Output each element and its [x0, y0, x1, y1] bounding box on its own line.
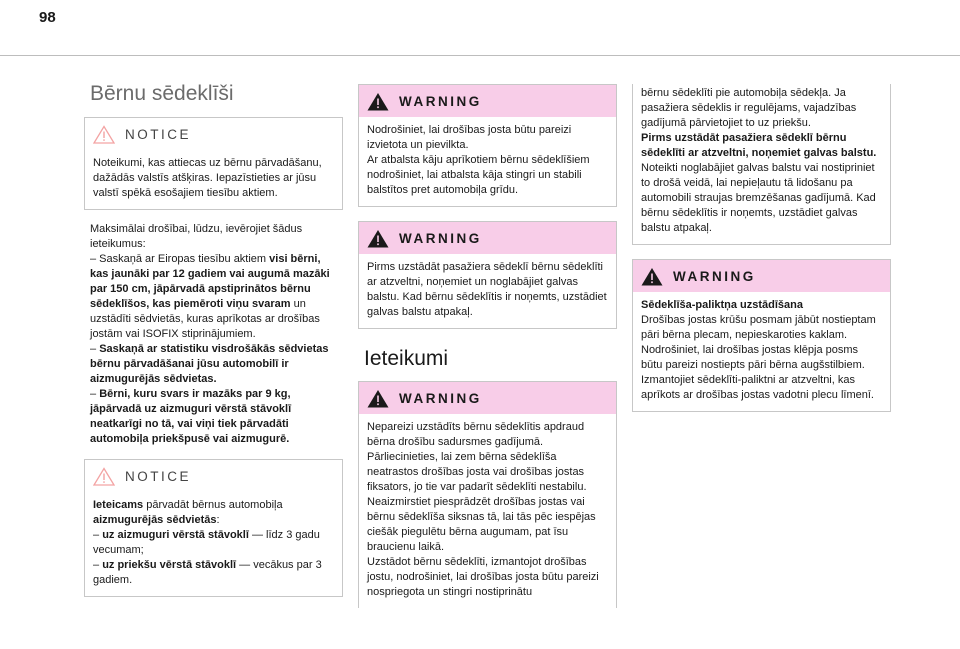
paragraph: [641, 86, 882, 131]
column-1: [84, 72, 343, 609]
paragraph: [641, 313, 882, 343]
paragraph: [93, 498, 334, 528]
text: Izmantojiet sēdeklīti-paliktni ar atzveltni, kas aprīkots ar drošības jostas vadotni plecu līmenī.: [641, 374, 874, 401]
paragraph: [367, 450, 608, 495]
paragraph: [93, 528, 334, 558]
paragraph: [90, 342, 339, 387]
paragraph: [641, 373, 882, 403]
warning-box-body: [359, 414, 616, 608]
notice-label: NOTICE: [125, 126, 192, 142]
text: Maksimālai drošībai, lūdzu, ievērojiet šādus ieteikumus:: [90, 223, 303, 250]
bold-text: uz priekšu vērstā stāvoklī: [102, 559, 237, 571]
paragraph: [641, 343, 882, 373]
paragraph: [367, 420, 608, 450]
warning-label: WARNING: [399, 93, 482, 109]
warning-box-header: [359, 85, 616, 117]
section-title-child-seats: Bērnu sēdeklīši: [90, 82, 234, 105]
header-rule: [0, 55, 960, 56]
text: –: [90, 388, 100, 400]
paragraph: [641, 298, 882, 313]
warning-triangle-icon: [367, 229, 389, 248]
notice-box-1: [84, 117, 343, 210]
notice-box-body: [85, 150, 342, 209]
warning-triangle-icon: [641, 267, 663, 286]
paragraph: [641, 131, 882, 161]
warning-triangle-icon: [367, 92, 389, 111]
text: Pirms uzstādāt pasažiera sēdeklī bērnu sēdeklīti ar atzveltni, noņemiet un noglabājiet galvas balstu. Kad bērnu sēdeklītis ir noņemts, uzstādiet galvas balstu atpakaļ.: [367, 261, 607, 318]
text: Uzstādot bērnu sēdeklīti, izmantojot drošības jostu, nodrošiniet, lai drošības josta būtu pareizi nospriegota un stingri nostiprinātu: [367, 556, 599, 598]
bold-text: Sēdeklīša-paliktņa uzstādīšana: [641, 299, 804, 311]
warning-box-header: [359, 222, 616, 254]
text: Nodrošiniet, lai drošības jostas klēpja posms būtu pareizi nostiepts pāri bērna augšstilbiem.: [641, 344, 865, 371]
warning-box-header: [633, 260, 890, 292]
warning-box-3: [358, 381, 617, 608]
paragraph: [90, 252, 339, 342]
text: :: [216, 514, 220, 526]
text: –: [93, 559, 103, 571]
text: Ar atbalsta kāju aprīkotiem bērnu sēdeklīšiem nodrošiniet, lai atbalsta kāja stingri un stabili balstītos pret automobiļa grīdu.: [367, 154, 590, 196]
text: –: [90, 343, 100, 355]
bold-text: uz aizmuguri vērstā stāvoklī: [102, 529, 249, 541]
warning-box-header: [359, 382, 616, 414]
notice-triangle-icon: [93, 467, 115, 486]
text: – Saskaņā ar Eiropas tiesību aktiem: [90, 253, 270, 265]
bold-text: Pirms uzstādāt pasažiera sēdeklī bērnu sēdeklīti ar atzveltni, noņemiet galvas balstu.: [641, 132, 877, 159]
warning-triangle-icon: [367, 389, 389, 408]
warning-box-1: [358, 84, 617, 207]
paragraph: [367, 153, 608, 198]
paragraph: [93, 558, 334, 588]
paragraph: [641, 161, 882, 236]
bold-text: Saskaņā ar statistiku visdrošākās sēdvietas bērnu pārvadāšanai jūsu automobilī ir aizmugurējās sēdvietas.: [90, 343, 329, 385]
text: — vecākus par 3 gadiem.: [93, 559, 322, 586]
paragraph: [93, 156, 334, 201]
notice-triangle-icon: [93, 125, 115, 144]
text: Neaizmirstiet piesprādzēt drošības jostas vai bērnu sēdeklīša siksnas tā, lai tās pēc iespējas ciešāk piegulētu bērna augumam, pat īsu braucienu laikā.: [367, 496, 596, 553]
text: un uzstādīti sēdvietās, kuras aprīkotas ar drošības jostām vai ISOFIX stiprinājumiem.: [90, 298, 320, 340]
section-title-advice: Ieteikumi: [364, 347, 449, 370]
recommendations-text: [84, 222, 343, 459]
warning-label: WARNING: [399, 390, 482, 406]
text: Nodrošiniet, lai drošības josta būtu pareizi izvietota un pievilkta.: [367, 124, 572, 151]
text: Noteikumi, kas attiecas uz bērnu pārvadāšanu, dažādās valstīs atšķiras. Iepazīstieties ar jūsu valstī spēkā esošajiem tiesību aktiem.: [93, 157, 322, 199]
text: — līdz 3 gadu vecumam;: [93, 529, 320, 556]
column-2: [358, 84, 617, 620]
text: Noteikti noglabājiet galvas balstu vai nostipriniet to drošā veidā, lai nepieļautu tā lidošanu pa automobili straujas bremzēšanas gadījumā. Kad bērnu sēdeklītis ir noņemts, uzstādiet galvas balstu atpakaļ.: [641, 162, 876, 234]
text: Nepareizi uzstādīts bērnu sēdeklītis apdraud bērna drošību sadursmes gadījumā.: [367, 421, 585, 448]
bold-text: aizmugurējās sēdvietās: [93, 514, 217, 526]
paragraph: [367, 260, 608, 320]
paragraph: [367, 123, 608, 153]
text: Pārliecinieties, lai zem bērna sēdeklīša neatrastos drošības josta vai drošības jostas fiksators, jo tie var padarīt sēdeklīti nestabilu.: [367, 451, 587, 493]
text: Drošības jostas krūšu posmam jābūt nostieptam pāri bērna plecam, nepieskaroties kaklam.: [641, 314, 876, 341]
paragraph: [90, 222, 339, 252]
warning-box-body: [633, 292, 890, 411]
notice-box-header: [85, 118, 342, 150]
paragraph: [367, 495, 608, 555]
continued-box-body: [633, 84, 890, 244]
notice-box-2: [84, 459, 343, 597]
notice-label: NOTICE: [125, 468, 192, 484]
notice-box-body: [85, 492, 342, 596]
page-number: 98: [39, 9, 56, 26]
warning-box-body: [359, 117, 616, 206]
paragraph: [367, 555, 608, 600]
warning-box-4: [632, 259, 891, 412]
text: pārvadāt bērnus automobiļa: [143, 499, 283, 511]
warning-label: WARNING: [673, 268, 756, 284]
text: –: [93, 529, 103, 541]
bold-text: Ieteicams: [93, 499, 144, 511]
continued-box: [632, 84, 891, 245]
warning-label: WARNING: [399, 230, 482, 246]
bold-text: Bērni, kuru svars ir mazāks par 9 kg, jāpārvadā uz aizmuguri vērstā stāvoklī neatkarīgi no tā, vai viņi tiek pārvadāti automobiļa priekšpusē vai aizmugurē.: [90, 388, 292, 445]
warning-box-2: [358, 221, 617, 329]
paragraph: [90, 387, 339, 447]
column-3: [632, 84, 891, 424]
warning-box-body: [359, 254, 616, 328]
notice-box-header: [85, 460, 342, 492]
text: bērnu sēdeklīti pie automobiļa sēdekļa. Ja pasažiera sēdeklis ir regulējams, vajadzības gadījumā pārvietojiet to uz priekšu.: [641, 87, 857, 129]
bold-text: visi bērni, kas jaunāki par 12 gadiem vai augumā mazāki par 150 cm, jāpārvadā apstiprinātos bērnu sēdeklīšos, kas piemēroti viņu svaram: [90, 253, 330, 310]
